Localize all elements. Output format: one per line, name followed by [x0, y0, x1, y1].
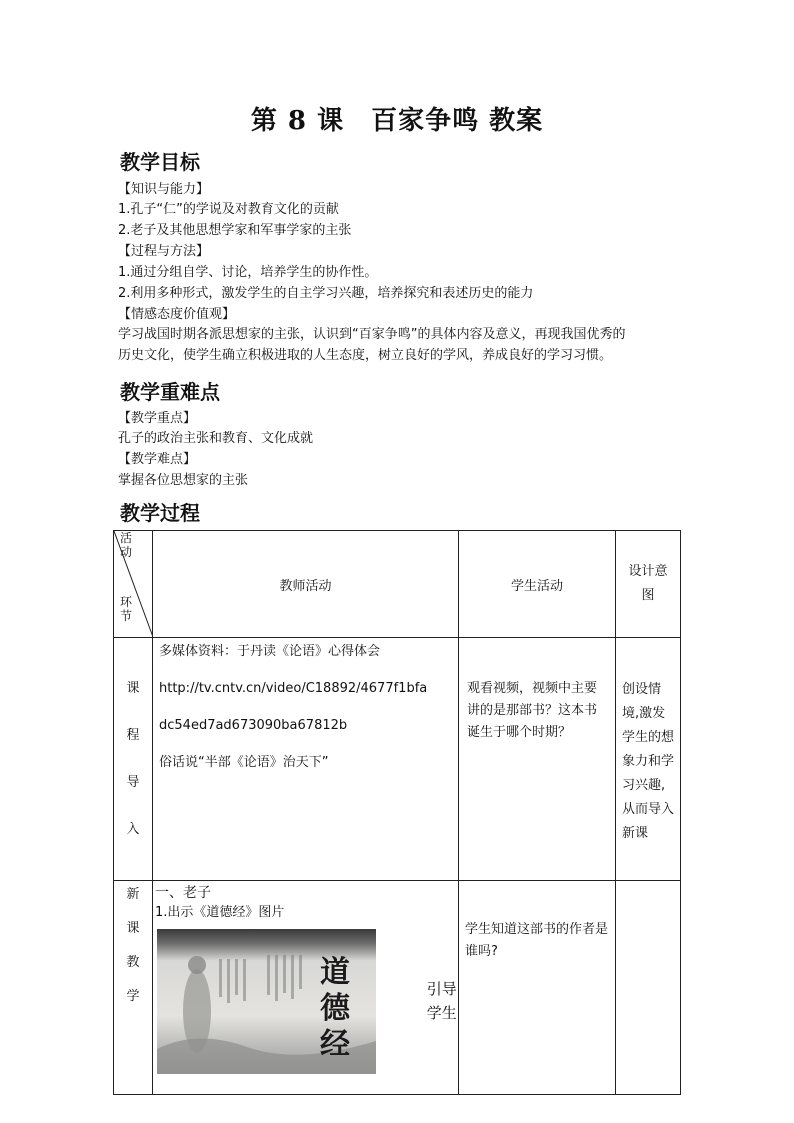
stage-char: 程	[126, 728, 140, 743]
stage-char: 学	[126, 989, 140, 1004]
design-intent-cell	[616, 881, 681, 1095]
key-points-line: 【教学难点】	[118, 452, 197, 467]
key-points-line: 掌握各位思想家的主张	[118, 473, 249, 488]
design-intent-cell: 创设情境,激发学生的想象力和学习兴趣,从而导入新课	[616, 638, 681, 881]
student-activity-header: 学生活动	[459, 531, 616, 638]
page-title: 第 8 课 百家争鸣 教案	[250, 106, 544, 136]
teacher-activity-header: 教师活动	[153, 531, 459, 638]
objectives-heading: 教学目标	[120, 150, 200, 174]
key-points-line: 孔子的政治主张和教育、文化成就	[118, 431, 314, 446]
guide-students-cell: 引导学生	[426, 881, 459, 1095]
stage-cell-new-lesson	[114, 881, 153, 1095]
objectives-line: 【情感态度价值观】	[118, 307, 236, 322]
student-activity-cell: 观看视频，视频中主要讲的是那部书？这本书诞生于哪个时期？	[459, 638, 616, 881]
daodejing-image	[157, 929, 376, 1074]
teacher-activity-cell	[153, 881, 426, 1095]
diagonal-label-activity: 活动	[120, 531, 133, 559]
image-calligraphy: 道德经	[320, 955, 350, 1062]
stage-char: 导	[126, 775, 140, 790]
key-points-line: 【教学重点】	[118, 411, 197, 426]
teacher-text: 多媒体资料：于丹读《论语》心得体会	[159, 644, 381, 659]
teacher-activity-cell	[153, 638, 459, 881]
teacher-text: 俗话说“半部《论语》治天下”	[159, 755, 329, 770]
objectives-line: 学习战国时期各派思想家的主张，认识到“百家争鸣”的具体内容及意义，再现我国优秀的	[118, 327, 626, 342]
table-row	[114, 881, 681, 1095]
diagonal-header-cell	[114, 531, 153, 638]
video-url: http://tv.cntv.cn/video/C18892/4677f1bfa	[159, 681, 428, 696]
process-table	[113, 530, 681, 1095]
design-intent-header: 设计意图	[616, 531, 681, 638]
process-heading: 教学过程	[120, 501, 200, 525]
video-url-continued: dc54ed7ad673090ba67812b	[159, 718, 348, 733]
teacher-text: 1.出示《道德经》图片	[155, 905, 285, 920]
lesson-section-heading: 一、老子	[155, 885, 211, 901]
objectives-line: 1.通过分组自学、讨论，培养学生的协作性。	[118, 265, 378, 280]
stage-char: 入	[126, 822, 140, 837]
objectives-line: 1.孔子“仁”的学说及对教育文化的贡献	[118, 202, 339, 217]
objectives-line: 【知识与能力】	[118, 182, 210, 197]
objectives-line: 2.利用多种形式，激发学生的自主学习兴趣，培养探究和表述历史的能力	[118, 286, 534, 301]
stage-char: 课	[126, 681, 140, 696]
student-activity-cell: 学生知道这部书的作者是谁吗?	[459, 881, 616, 1095]
key-points-heading: 教学重难点	[120, 380, 220, 404]
diagonal-label-stage: 环节	[120, 595, 133, 623]
table-row	[114, 638, 681, 881]
stage-cell-intro	[114, 638, 153, 881]
stage-char: 新	[126, 887, 140, 902]
objectives-line: 【过程与方法】	[118, 244, 210, 259]
objectives-line: 2.老子及其他思想学家和军事学家的主张	[118, 223, 352, 238]
stage-char: 课	[126, 921, 140, 936]
objectives-line: 历史文化，使学生确立积极进取的人生态度，树立良好的学风，养成良好的学习习惯。	[118, 348, 613, 363]
table-header-row	[114, 531, 681, 638]
stage-char: 教	[126, 955, 140, 970]
